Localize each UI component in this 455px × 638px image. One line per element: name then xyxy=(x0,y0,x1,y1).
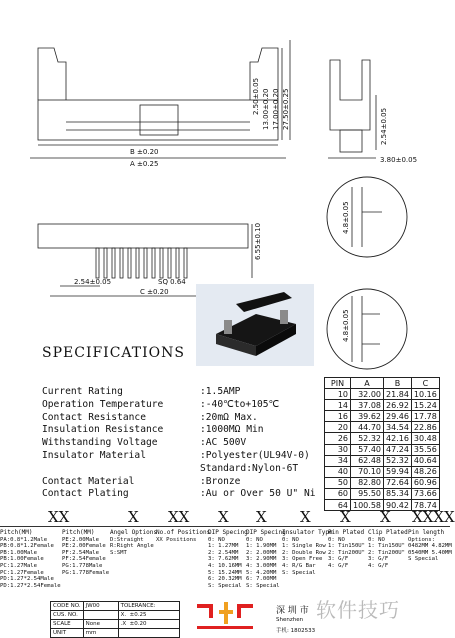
svg-text:2.50±0.05: 2.50±0.05 xyxy=(252,77,260,115)
option-item: 4: 10.16MM xyxy=(208,562,242,569)
pin-table-cell: 30 xyxy=(325,444,351,455)
option-item: 3: G/F xyxy=(328,556,349,563)
pin-table-cell: 40.64 xyxy=(411,455,439,466)
option-item: 5: 15.24MM xyxy=(208,569,242,576)
unit-value: mm xyxy=(83,629,118,638)
company-name-cn: 深 圳 市 xyxy=(276,606,309,616)
option-item: 3: 7.62MM xyxy=(208,556,239,563)
svg-text:17.00±0.20: 17.00±0.20 xyxy=(272,88,280,130)
option-col-positions: No.of Positions XX Positions xyxy=(156,529,211,543)
pin-table-cell: 34.54 xyxy=(384,422,412,433)
unit-label: UNIT xyxy=(51,629,84,638)
part-code-segment: XX xyxy=(48,508,70,526)
option-item: 0: NO xyxy=(368,536,385,543)
pin xyxy=(184,248,187,278)
pin-table-cell: 21.84 xyxy=(384,389,412,400)
option-item: 1: Single Row xyxy=(282,543,326,550)
spec-value: :Au or Over 50 U" Ni xyxy=(200,488,316,500)
pin-table-cell: 52.32 xyxy=(351,433,384,444)
option-item: 2: Double Row xyxy=(282,549,326,556)
pin-table-cell: 85.34 xyxy=(384,488,412,499)
pin xyxy=(160,248,163,278)
code-no-value: JW00 xyxy=(83,602,118,611)
spec-key: Contact Material xyxy=(42,475,135,487)
pin-table-cell: 48.26 xyxy=(411,466,439,477)
pin-table-cell: 57.40 xyxy=(351,444,384,455)
pin-table-cell: 26 xyxy=(325,433,351,444)
tol-x: X. xyxy=(120,612,127,618)
option-item: Options: xyxy=(408,536,435,543)
option-item: 5: 4.20MM xyxy=(246,569,277,576)
option-item: PC:1.27Female xyxy=(0,569,44,576)
detail-circle-top xyxy=(322,172,412,262)
pin-table-cell: 15.24 xyxy=(411,400,439,411)
pin-table-cell: 95.50 xyxy=(351,488,384,499)
pin-table-cell: 100.58 xyxy=(351,500,384,511)
option-item: PC:1.27Male xyxy=(0,562,38,569)
code-no-label: CODE NO. xyxy=(51,602,84,611)
pin-table-cell: 17.78 xyxy=(411,411,439,422)
spec-value: Standard:Nylon-6T xyxy=(200,462,299,474)
pin xyxy=(136,248,139,278)
cus-no-label: CUS. NO. xyxy=(51,611,84,620)
cus-no-value xyxy=(83,611,118,620)
option-item: 0482MM 4.82MM xyxy=(408,543,452,550)
option-item: 0: NO xyxy=(246,536,263,543)
option-item: 6: 20.32MM xyxy=(208,576,242,583)
spec-value: :AC 500V xyxy=(200,437,247,449)
svg-text:13.00±0.20: 13.00±0.20 xyxy=(262,88,270,130)
pin xyxy=(144,248,147,278)
part-code-segment: XXXX xyxy=(412,508,455,526)
title-block xyxy=(50,601,180,638)
pin-table-cell: 78.74 xyxy=(411,500,439,511)
option-item: 2: 2.54MM xyxy=(208,549,239,556)
svg-text:2.54±0.05: 2.54±0.05 xyxy=(74,278,112,286)
pin-table-row xyxy=(325,444,440,455)
front-view-drawing xyxy=(20,30,310,170)
pin-table-cell: 90.42 xyxy=(384,500,412,511)
scale-value: None xyxy=(83,620,118,629)
svg-text:SQ 0.64: SQ 0.64 xyxy=(158,278,186,286)
pin-table-cell: 72.64 xyxy=(384,477,412,488)
option-item: PA:0.8*1.2Male xyxy=(0,536,48,543)
spec-key: Insulator Material xyxy=(42,450,146,461)
pin-table-row xyxy=(325,433,440,444)
pin-table-cell: 34 xyxy=(325,455,351,466)
option-item: PG:1.778Female xyxy=(62,569,110,576)
pin xyxy=(120,248,123,278)
spec-value: :1.5AMP xyxy=(200,386,241,397)
pin-table-header: PIN xyxy=(325,378,351,389)
pin-table-cell: 26.92 xyxy=(384,400,412,411)
part-code-segment: X xyxy=(300,508,311,526)
part-code-segment: X xyxy=(218,508,229,526)
pin-table-cell: 20 xyxy=(325,422,351,433)
option-item: S: Special xyxy=(208,582,242,589)
svg-text:2.54±0.05: 2.54±0.05 xyxy=(380,107,388,145)
option-item: S: Special xyxy=(246,582,280,589)
spec-key: Insulation Resistance xyxy=(42,424,164,436)
pin-table-cell: 22.86 xyxy=(411,422,439,433)
pin-table-cell: 35.56 xyxy=(411,444,439,455)
option-item: PF:2.54Male xyxy=(62,549,100,556)
pin-table-cell: 60 xyxy=(325,488,351,499)
svg-text:C ±0.20: C ±0.20 xyxy=(140,288,169,296)
part-code-segment: X xyxy=(380,508,391,526)
option-item: 2: Tin200U" xyxy=(328,549,366,556)
option-item: 4: 3.00MM xyxy=(246,562,277,569)
tol-xx: .X xyxy=(120,621,127,627)
company-phone: 手机: 1802533 xyxy=(276,628,316,634)
svg-text:27.50±0.25: 27.50±0.25 xyxy=(282,88,290,130)
pin xyxy=(96,248,99,278)
option-item: 4: G/F xyxy=(368,562,389,569)
part-code-underline xyxy=(0,526,450,527)
specifications-title: SPECIFICATIONS xyxy=(42,345,185,361)
pin-table-cell: 44.70 xyxy=(351,422,384,433)
pin-table-cell: 32.00 xyxy=(351,389,384,400)
option-col-insulator: Insulator Type 0: NO 1: Single Row 2: Double Row 3: Open Free 4: R/G Bar S: Special xyxy=(282,529,333,576)
pin-table-cell: 30.48 xyxy=(411,433,439,444)
pin-table-cell: 42.16 xyxy=(384,433,412,444)
pin-table-cell: 16 xyxy=(325,411,351,422)
pin-table-cell: 64 xyxy=(325,500,351,511)
spec-key: Withstanding Voltage xyxy=(42,437,158,449)
company-logo xyxy=(195,600,255,636)
spec-key: Current Rating xyxy=(42,386,123,397)
option-item: PF:2.54Female xyxy=(62,556,106,563)
option-col-dip: DIP Specing 0: NO 1: 1.27MM 2: 2.54MM 3: 7.62MM 4: 10.16MM 5: 15.24MM 6: 20.32MM S: Special xyxy=(208,529,248,589)
pin-table-cell: 10.16 xyxy=(411,389,439,400)
spec-value: :Bronze xyxy=(200,475,241,487)
pin xyxy=(112,248,115,278)
svg-text:3.80±0.05: 3.80±0.05 xyxy=(380,156,418,164)
pin-table-cell: 39.62 xyxy=(351,411,384,422)
option-item: 0: NO xyxy=(282,536,299,543)
part-code-segment: X xyxy=(128,508,139,526)
pin-table-cell: 37.08 xyxy=(351,400,384,411)
pin-table-cell: 62.48 xyxy=(351,455,384,466)
option-item: PE:2.00Male xyxy=(62,536,100,543)
side-view-drawing xyxy=(320,40,430,170)
option-item: PB:0.8*1.2Female xyxy=(0,543,54,550)
option-item: 6: 7.00MM xyxy=(246,576,277,583)
pin-table-cell: 14 xyxy=(325,400,351,411)
pin-table-row xyxy=(325,455,440,466)
option-item: 3: 2.90MM xyxy=(246,556,277,563)
pin xyxy=(104,248,107,278)
tol-xx-val: ±0.20 xyxy=(129,621,147,627)
option-item: 3: Open Free xyxy=(282,556,323,563)
dim-b-text: B ±0.20 xyxy=(130,148,159,156)
option-item: PD:1.27*2.54Male xyxy=(0,576,54,583)
pin-table-header: B xyxy=(384,378,412,389)
pin-table-header: C xyxy=(411,378,439,389)
tol-x-val: ±0.25 xyxy=(129,612,147,618)
pin-table-cell: 59.94 xyxy=(384,466,412,477)
spec-value: :20mΩ Max. xyxy=(200,411,258,423)
option-item: 4: G/F xyxy=(328,562,349,569)
option-item: 4: R/G Bar xyxy=(282,562,316,569)
part-code-segment: XX xyxy=(168,508,190,526)
option-item: 0: NO xyxy=(208,536,225,543)
option-item: 1: 1.90MM xyxy=(246,543,277,550)
pin-table-row xyxy=(325,488,440,499)
option-item: 3: G/F xyxy=(368,556,389,563)
svg-text:4.8±0.05: 4.8±0.05 xyxy=(342,201,350,234)
option-item: PD:1.27*2.54Female xyxy=(0,582,61,589)
company-name-en: Shenzhen xyxy=(276,617,304,623)
detail-circle-bottom xyxy=(322,284,412,374)
option-item: R:Right Angle xyxy=(110,543,154,550)
option-item: S:SMT xyxy=(110,549,127,556)
option-item: XX Positions xyxy=(156,536,197,543)
option-item: 1: Tin150U" xyxy=(328,543,366,550)
pin-table-cell: 47.24 xyxy=(384,444,412,455)
svg-text:6.55±0.10: 6.55±0.10 xyxy=(254,222,262,260)
dim-a-text: A ±0.25 xyxy=(130,160,159,168)
pin-table-cell: 70.10 xyxy=(351,466,384,477)
option-item: PG:1.778Male xyxy=(62,562,103,569)
spec-value: :Polyester(UL94V-0) xyxy=(200,450,310,461)
part-code-segment: X xyxy=(340,508,351,526)
option-col-angle: Angel Options D:Straight R:Right Angle S:SMT xyxy=(110,529,157,556)
option-col-pitch-mm: Pitch(MM) PE:2.00Male PE:2.00Female PF:2.54Male PF:2.54Female PG:1.778Male PG:1.778Female xyxy=(62,529,110,576)
pin-table-header: A xyxy=(351,378,384,389)
part-code-segment: X xyxy=(256,508,267,526)
pin xyxy=(152,248,155,278)
scale-label: SCALE xyxy=(51,620,84,629)
pin-table-row xyxy=(325,422,440,433)
pin-table-cell: 10 xyxy=(325,389,351,400)
option-item: 1: 1.27MM xyxy=(208,543,239,550)
pin xyxy=(176,248,179,278)
pin xyxy=(168,248,171,278)
option-item: 0540MM 5.40MM xyxy=(408,549,452,556)
option-item: PE:2.00Female xyxy=(62,543,106,550)
pin-table-cell: 50 xyxy=(325,477,351,488)
option-item: 0: NO xyxy=(328,536,345,543)
pin-table-cell: 82.80 xyxy=(351,477,384,488)
tolerance-label: TOLERANCE: xyxy=(118,602,179,611)
option-item: PB:1.00Female xyxy=(0,556,44,563)
option-col-pin-plated: Pin Plated 0: NO 1: Tin150U" 2: Tin200U" 3: G/F 4: G/F xyxy=(328,529,366,569)
pin-table-row xyxy=(325,466,440,477)
pin-dimension-table xyxy=(324,377,440,511)
pin-table-cell: 52.32 xyxy=(384,455,412,466)
product-photo xyxy=(196,284,314,366)
option-col-pin-length: Pin length Options: 0482MM 4.82MM 0540MM 5.40MM S Special xyxy=(408,529,452,563)
option-col-clip-plated: Clip Plated 0: NO 1: Tin150U" 2: Tin200U" 3: G/F 4: G/F xyxy=(368,529,408,569)
option-col-dip2: DIP Specing 0: NO 1: 1.90MM 2: 2.00MM 3: 2.90MM 4: 3.00MM 5: 4.20MM 6: 7.00MM S: Special xyxy=(246,529,286,589)
pin-table-cell: 73.66 xyxy=(411,488,439,499)
svg-text:4.8±0.05: 4.8±0.05 xyxy=(342,309,350,342)
pin-table-row xyxy=(325,400,440,411)
option-item: 1: Tin150U" xyxy=(368,543,406,550)
pin-table-row xyxy=(325,389,440,400)
pin-table-cell: 60.96 xyxy=(411,477,439,488)
option-item: 2: 2.00MM xyxy=(246,549,277,556)
pin xyxy=(128,248,131,278)
pin-table-row xyxy=(325,411,440,422)
pin-table-row xyxy=(325,477,440,488)
option-item: PB:1.00Male xyxy=(0,549,38,556)
option-item: D:Straight xyxy=(110,536,144,543)
spec-value: :1000MΩ Min xyxy=(200,424,264,436)
option-item: S Special xyxy=(408,556,439,563)
spec-key: Contact Resistance xyxy=(42,411,146,423)
pin-table-cell: 29.46 xyxy=(384,411,412,422)
spec-key: Operation Temperature xyxy=(42,398,164,410)
pin-table-cell: 40 xyxy=(325,466,351,477)
option-item: S: Special xyxy=(282,569,316,576)
spec-value: :-40℃to+105℃ xyxy=(200,398,280,410)
watermark-text: 软件技巧 xyxy=(316,598,400,622)
option-col-pitch: Pitch(MM) PA:0.8*1.2Male PB:0.8*1.2Female PB:1.00Male PB:1.00Female PC:1.27Male PC:1.27Female PD:1.27*2.54Male PD:1.27*2.54Female xyxy=(0,529,61,589)
spec-key: Contact Plating xyxy=(42,488,129,500)
option-item: 2: Tin200U" xyxy=(368,549,406,556)
